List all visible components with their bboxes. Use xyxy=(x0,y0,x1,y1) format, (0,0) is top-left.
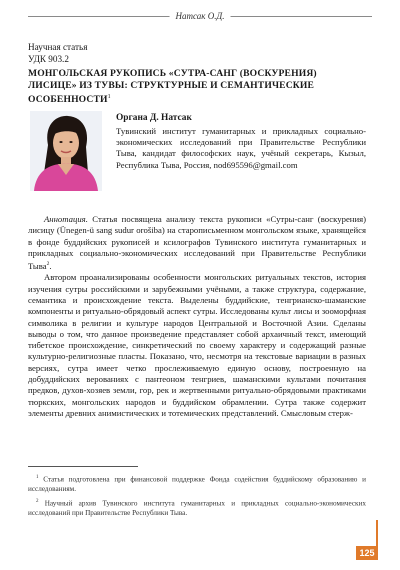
running-title: Натсак О.Д. xyxy=(170,10,231,22)
title-footnote-mark: 1 xyxy=(107,93,111,100)
author-photo xyxy=(30,111,102,191)
abstract-label: Аннотация. xyxy=(44,214,88,224)
abstract-paragraph-1 xyxy=(28,214,366,272)
author-block xyxy=(116,112,366,171)
article-rubric xyxy=(28,42,87,65)
author-affiliation: Тувинский институт гуманитарных и прикладных социально-экономических исследований при Правительстве Республики Тыва, кандидат философских наук, учёный секретарь, Кызыл, Республика Тыва, Россия, nod695596@gmail.com xyxy=(116,126,366,170)
footnote-mark: 1 xyxy=(36,475,39,480)
footnote-text: Научный архив Тувинского института гуманитарных и прикладных социально-экономических исследований при Правительстве Республики Тыва. xyxy=(28,498,366,517)
abstract-footnote-mark: 2 xyxy=(46,261,50,268)
footnotes xyxy=(28,473,366,520)
article-type: Научная статья xyxy=(28,42,88,52)
abstract-text-part2: . xyxy=(49,261,52,272)
footnote-1 xyxy=(28,473,366,495)
abstract-paragraph-2: Автором проанализированы особенности монгольских ритуальных текстов, история изучения сутры российскими и зарубежными учёными, а также структура, содержание, семантика и происхождение текста. Выделены буддийские, тенгрианско-шаманские компоненты и ритуально-обрядовый аспект сутры. Исследованы культ лисы и зооморфная символика в религии и культуре народов Центральной и Восточной Азии. Сделаны выводы о том, что данное произведение представляет собой архаичный текст, имеющий тибетское происхождение, синкретический по своему характеру и содержащий разные культурно-религиозные пласты. Показано, что, несмотря на текстовые вариации в разных версиях, сутра имеет четко прослеживаемую единую основу, построенную на добуддийских верованиях с пантеоном тенгриев, шаманскими культами почитания предков, духов-хозяев земли, гор, рек и жертвенными ритуально-обрядовыми практиками тюркских, монгольских народов и буддийском обрамлении. Сутра также содержит элементы древних анимистических и тотемических представлений. Смысловым стерж- xyxy=(28,272,366,418)
article-title xyxy=(28,68,360,106)
abstract xyxy=(28,214,366,419)
footnote-text: Статья подготовлена при финансовой поддержке Фонда содействия буддийскому образованию и исследованиям. xyxy=(28,475,366,493)
author-portrait-image xyxy=(30,111,102,191)
footnote-mark: 2 xyxy=(36,498,39,504)
abstract-text-part1: Статья посвящена анализу текста рукописи «Сутры-санг (воскурения) лисицу (Ünegen-ü sang sudur orošiba) на старописьменном монгольском языке, хранящейся в фонде буддийских рукописей и ксилографов Тувинского института гуманитарных и прикладных социально-экономических исследований при Правительстве Республики Тыва xyxy=(28,214,366,272)
running-header xyxy=(28,10,372,22)
footnote-separator xyxy=(28,466,138,467)
page-number: 125 xyxy=(356,546,378,560)
author-name: Органа Д. Натсак xyxy=(116,113,192,123)
page-edge-mark xyxy=(376,520,378,546)
footnote-2 xyxy=(28,497,366,519)
udc-code: УДК 903.2 xyxy=(28,53,69,64)
article-title-text: МОНГОЛЬСКАЯ РУКОПИСЬ «СУТРА-САНГ (ВОСКУРЕНИЯ) ЛИСИЦЕ» ИЗ ТУВЫ: СТРУКТУРНЫЕ И СЕМАНТИЧЕСКИЕ ОСОБЕННОСТИ xyxy=(28,68,317,105)
